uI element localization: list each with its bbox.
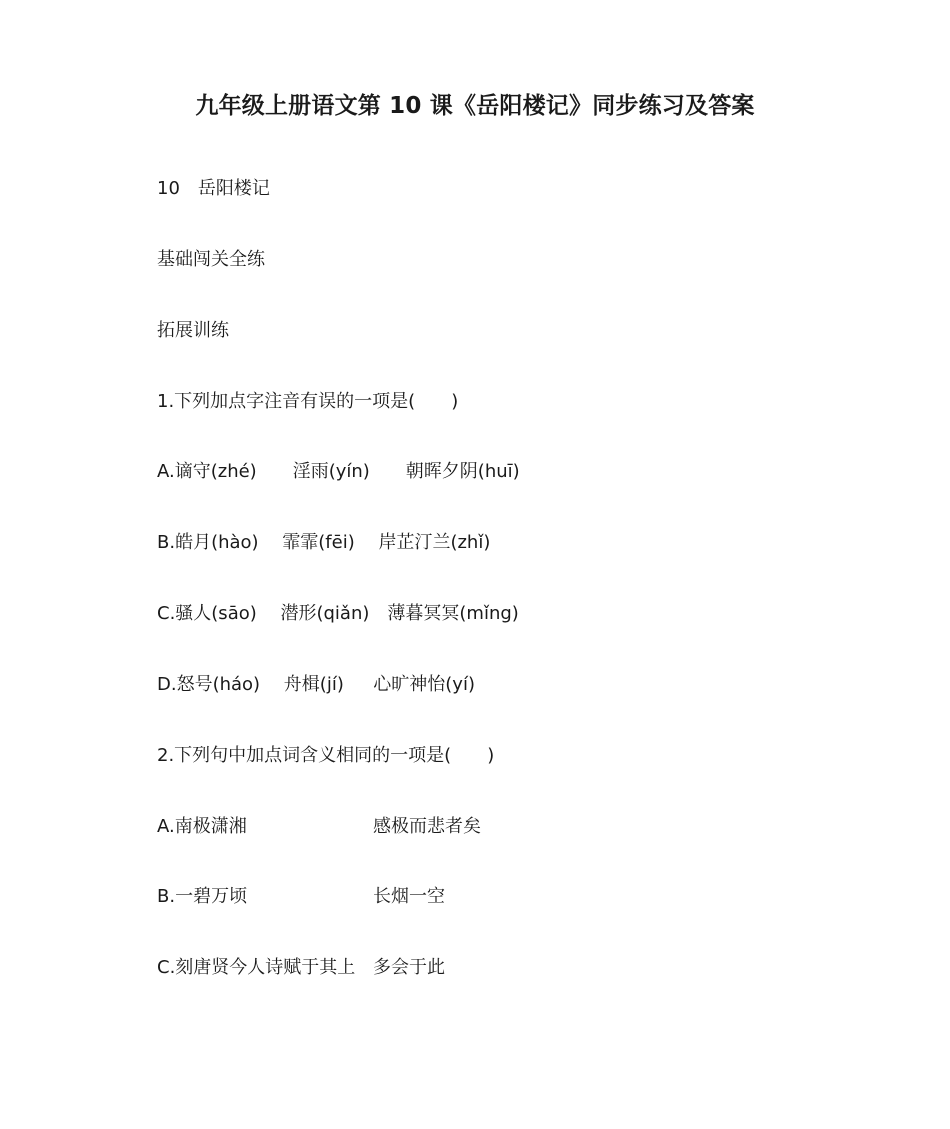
question-2-stem: 2.下列句中加点词含义相同的一项是( ): [157, 745, 495, 766]
question-2-option-c-left: C.刻唐贤今人诗赋于其上: [157, 957, 356, 978]
question-1-stem: 1.下列加点字注音有误的一项是( ): [157, 391, 459, 412]
page-title: 九年级上册语文第 10 课《岳阳楼记》同步练习及答案: [195, 93, 755, 119]
question-2-option-a-right: 感极而悲者矣: [373, 816, 481, 837]
question-2-option-c-right: 多会于此: [373, 957, 445, 978]
question-1-option-b: B.皓月(hào) 霏霏(fēi) 岸芷汀兰(zhǐ): [157, 532, 491, 553]
section-heading-extend: 拓展训练: [157, 320, 229, 341]
question-1-option-c: C.骚人(sāo) 潜形(qiǎn) 薄暮冥冥(mǐng): [157, 603, 519, 624]
question-2-option-b-right: 长烟一空: [373, 886, 445, 907]
question-2-option-a-left: A.南极潇湘: [157, 816, 247, 837]
lesson-heading: 10 岳阳楼记: [157, 178, 270, 199]
question-2-option-b-left: B.一碧万顷: [157, 886, 248, 907]
section-heading-basic: 基础闯关全练: [157, 249, 265, 270]
question-1-option-d: D.怒号(háo) 舟楫(jí) 心旷神怡(yí): [157, 674, 475, 695]
question-1-option-a: A.谪守(zhé) 淫雨(yín) 朝晖夕阴(huī): [157, 461, 520, 482]
